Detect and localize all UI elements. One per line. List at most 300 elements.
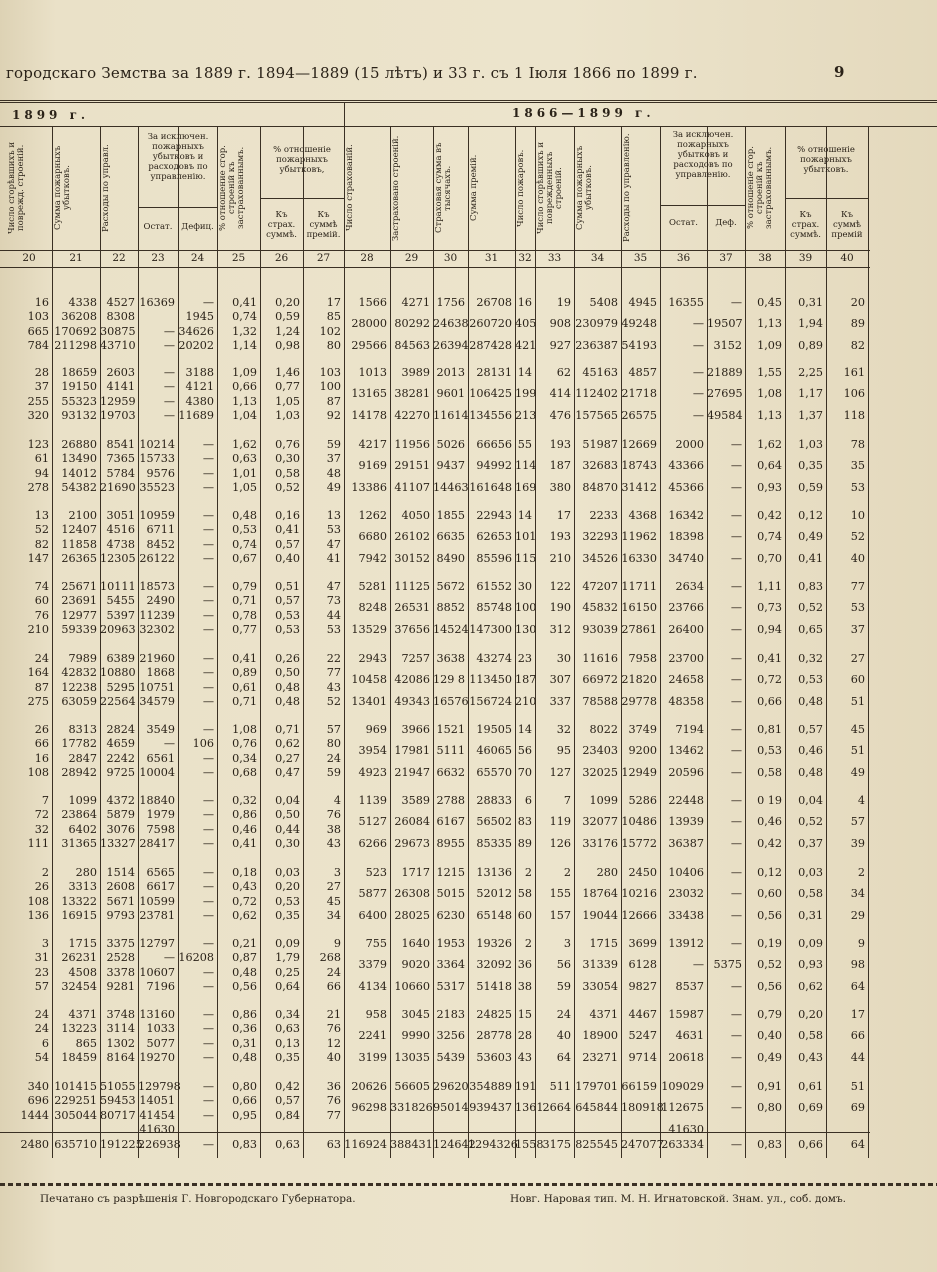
column-rule xyxy=(433,126,434,1158)
column-rule xyxy=(178,126,179,1158)
table-cell: 77 xyxy=(850,580,865,593)
table-cell: 45366 xyxy=(668,480,704,494)
table-cell: 82 xyxy=(850,338,865,352)
table-cell: 0,57 xyxy=(798,723,823,736)
table-cell: 4380 xyxy=(185,394,214,408)
table-cell: 115 xyxy=(515,551,537,565)
table-cell: 0,52 xyxy=(275,480,300,494)
table-cell: 24825 xyxy=(476,1008,512,1021)
total-cell: 226938 xyxy=(138,1138,181,1151)
table-cell: 65570 xyxy=(476,765,512,779)
table-cell: — xyxy=(202,765,214,779)
table-cell: 3199 xyxy=(358,1050,387,1064)
table-cell: — xyxy=(163,408,175,422)
table-cell: 62 xyxy=(556,366,571,379)
table-cell: 83 xyxy=(517,815,532,829)
table-cell: 23691 xyxy=(61,594,97,608)
table-cell: 4467 xyxy=(628,1008,657,1021)
table-cell: 1013 xyxy=(358,366,387,379)
table-cell: 0,72 xyxy=(232,894,257,908)
table-cell: 0,48 xyxy=(232,509,257,522)
table-cell: 4372 xyxy=(106,794,135,807)
total-cell: 0,66 xyxy=(798,1138,823,1151)
table-cell: 16 xyxy=(34,296,49,309)
table-cell: 32293 xyxy=(582,530,618,544)
table-cell: 4738 xyxy=(106,537,135,551)
table-cell: 5439 xyxy=(436,1050,465,1064)
table-cell: 9601 xyxy=(436,387,465,401)
table-cell: 11956 xyxy=(394,438,430,451)
table-cell: — xyxy=(730,1080,742,1093)
column-number: 40 xyxy=(840,252,854,264)
table-cell: 119 xyxy=(549,815,571,829)
table-cell: 28833 xyxy=(476,794,512,807)
total-cell: 124642 xyxy=(433,1138,476,1151)
table-cell: 28 xyxy=(517,1029,532,1043)
table-cell: 76 xyxy=(326,808,341,822)
table-cell: 29778 xyxy=(621,694,657,708)
table-cell: 16 xyxy=(34,751,49,765)
table-cell: 5247 xyxy=(628,1029,657,1043)
table-cell: 0,59 xyxy=(275,310,300,324)
table-cell: 3051 xyxy=(106,509,135,522)
table-cell: 210 xyxy=(27,622,49,636)
table-cell: — xyxy=(202,1094,214,1108)
table-cell: 52 xyxy=(34,523,49,537)
table-cell: 5879 xyxy=(106,808,135,822)
column-number: 38 xyxy=(758,252,772,264)
table-cell: 0,70 xyxy=(757,551,782,565)
table-cell: — xyxy=(202,666,214,680)
table-cell: 7942 xyxy=(358,551,387,565)
table-cell: 2824 xyxy=(106,723,135,736)
table-cell: 696 xyxy=(27,1094,49,1108)
table-cell: 307 xyxy=(549,673,571,687)
table-cell: 0,26 xyxy=(275,652,300,665)
table-cell: 51 xyxy=(850,694,865,708)
table-cell: 26 xyxy=(34,880,49,894)
table-cell: 0,32 xyxy=(798,652,823,665)
sub-rule-right xyxy=(660,205,745,206)
table-cell: 4508 xyxy=(68,965,97,979)
table-cell: 13223 xyxy=(61,1022,97,1036)
table-cell: 37656 xyxy=(394,622,430,636)
table-cell: 5281 xyxy=(358,580,387,593)
table-cell: 5784 xyxy=(106,466,135,480)
table-cell: — xyxy=(730,765,742,779)
table-cell: 7989 xyxy=(68,652,97,665)
table-cell: 8541 xyxy=(106,438,135,451)
table-cell: — xyxy=(202,438,214,451)
table-cell: 8308 xyxy=(106,310,135,324)
table-cell: 51 xyxy=(850,744,865,758)
table-cell: 24 xyxy=(326,965,341,979)
table-cell: 44 xyxy=(326,608,341,622)
table-cell: 60 xyxy=(34,594,49,608)
table-cell: 27 xyxy=(850,652,865,665)
table-cell: 59453 xyxy=(100,1094,136,1108)
table-cell: 37 xyxy=(850,622,865,636)
column-rule xyxy=(100,126,101,1158)
table-cell: 5408 xyxy=(589,296,618,309)
table-cell: — xyxy=(163,951,175,965)
table-cell: 21690 xyxy=(100,480,136,494)
table-cell: 3989 xyxy=(401,366,430,379)
table-cell: 52 xyxy=(326,694,341,708)
table-cell: 0,41 xyxy=(232,836,257,850)
table-cell: 0,48 xyxy=(798,694,823,708)
table-cell: 3748 xyxy=(106,1008,135,1021)
table-cell: 1945 xyxy=(185,310,214,324)
table-cell: 0,49 xyxy=(798,530,823,544)
table-cell: 0,65 xyxy=(798,622,823,636)
table-cell: 1756 xyxy=(436,296,465,309)
table-cell: 24658 xyxy=(668,673,704,687)
table-cell: 49 xyxy=(850,765,865,779)
table-cell: 101 xyxy=(515,530,537,544)
table-cell: 3114 xyxy=(106,1022,135,1036)
table-cell: 34626 xyxy=(178,324,214,338)
column-header-34: Сумма пожарныхъ убытковъ. xyxy=(575,145,594,231)
table-cell: 10111 xyxy=(100,580,136,593)
table-cell: 0,35 xyxy=(275,908,300,922)
column-number: 20 xyxy=(22,252,36,264)
table-cell: — xyxy=(202,480,214,494)
table-cell: 0,48 xyxy=(275,680,300,694)
table-cell: — xyxy=(692,387,704,401)
table-cell: 78588 xyxy=(582,694,618,708)
table-cell: 1868 xyxy=(146,666,175,680)
table-cell: 59339 xyxy=(61,622,97,636)
table-cell: 70 xyxy=(517,765,532,779)
table-cell: 43 xyxy=(517,1050,532,1064)
table-cell: 3749 xyxy=(628,723,657,736)
column-header-24: Дефиц. xyxy=(181,222,214,232)
table-cell: 14463 xyxy=(433,480,469,494)
table-cell: 108 xyxy=(27,765,49,779)
table-cell: — xyxy=(202,866,214,879)
table-cell: 16330 xyxy=(621,551,657,565)
table-cell: 229251 xyxy=(54,1094,97,1108)
table-cell: 2 xyxy=(857,866,865,879)
table-cell: 0,95 xyxy=(232,1108,257,1122)
table-cell: 32025 xyxy=(582,765,618,779)
table-cell: 12959 xyxy=(100,394,136,408)
table-cell: 0,30 xyxy=(275,452,300,466)
table-cell: 6 xyxy=(524,794,532,807)
table-cell: 1,13 xyxy=(757,408,782,422)
table-cell: 0,40 xyxy=(275,551,300,565)
table-cell: 65148 xyxy=(476,908,512,922)
table-cell: 4371 xyxy=(589,1008,618,1021)
column-rule xyxy=(390,126,391,1158)
table-cell: 26231 xyxy=(61,951,97,965)
table-cell: 10607 xyxy=(139,965,175,979)
table-cell: 0,34 xyxy=(232,751,257,765)
table-cell: 12305 xyxy=(100,551,136,565)
table-cell: 28417 xyxy=(139,836,175,850)
table-cell: 0,69 xyxy=(798,1101,823,1115)
table-cell: 60 xyxy=(517,908,532,922)
table-cell: 2 xyxy=(563,866,571,879)
table-cell: 0,62 xyxy=(232,908,257,922)
table-cell: 0,52 xyxy=(757,958,782,972)
table-cell: 230979 xyxy=(575,317,618,331)
total-cell: 2480 xyxy=(20,1138,49,1151)
table-cell: 0,72 xyxy=(757,673,782,687)
table-cell: 3378 xyxy=(106,965,135,979)
table-cell: 5286 xyxy=(628,794,657,807)
table-cell: 6266 xyxy=(358,836,387,850)
table-cell: 187 xyxy=(549,459,571,473)
table-cell: 32 xyxy=(556,723,571,736)
table-cell: 89 xyxy=(517,836,532,850)
column-header-20: Число сгорѣвшихъ и поврежд. строеній. xyxy=(7,141,26,235)
table-cell: 1,62 xyxy=(232,438,257,451)
column-rule xyxy=(138,126,139,1158)
table-cell: 28025 xyxy=(394,908,430,922)
table-cell: 13939 xyxy=(668,815,704,829)
table-cell: 77 xyxy=(326,1108,341,1122)
column-number: 25 xyxy=(231,252,246,264)
table-cell: 4659 xyxy=(106,737,135,751)
table-cell: 10216 xyxy=(621,887,657,901)
table-cell: 0,40 xyxy=(757,1029,782,1043)
table-cell: 35 xyxy=(850,459,865,473)
table-cell: 3188 xyxy=(185,366,214,379)
column-number: 21 xyxy=(69,252,83,264)
table-cell: 0,52 xyxy=(798,601,823,615)
table-cell: 13912 xyxy=(668,937,704,950)
table-cell: 33176 xyxy=(582,836,618,850)
table-cell: 0,53 xyxy=(798,673,823,687)
table-cell: 26 xyxy=(34,723,49,736)
table-cell: — xyxy=(730,1008,742,1021)
table-cell: 48 xyxy=(326,466,341,480)
table-cell: 31 xyxy=(34,951,49,965)
table-cell: 0,71 xyxy=(232,694,257,708)
column-number: 31 xyxy=(484,252,499,264)
table-cell: 2847 xyxy=(68,751,97,765)
table-cell: 69 xyxy=(850,1101,865,1115)
table-cell: 0,83 xyxy=(798,580,823,593)
total-cell: 825545 xyxy=(575,1138,618,1151)
column-rule xyxy=(660,126,661,1158)
table-cell: 280 xyxy=(596,866,618,879)
table-cell: 4 xyxy=(333,794,341,807)
table-cell: 6635 xyxy=(436,530,465,544)
table-cell: 29620 xyxy=(433,1080,469,1093)
table-cell: 0,04 xyxy=(275,794,300,807)
table-cell: 20 xyxy=(850,296,865,309)
table-cell: 210 xyxy=(549,551,571,565)
table-cell: 3 xyxy=(333,866,341,879)
table-cell: 5317 xyxy=(436,979,465,993)
table-cell: 13327 xyxy=(100,836,136,850)
table-cell: 0,44 xyxy=(275,822,300,836)
page-number: 9 xyxy=(834,63,845,81)
table-cell: — xyxy=(202,794,214,807)
total-cell: 64 xyxy=(850,1138,865,1151)
table-cell: 0,47 xyxy=(275,765,300,779)
table-cell: 199 xyxy=(515,387,537,401)
table-cell: 210 xyxy=(515,694,537,708)
total-top-rule xyxy=(0,1132,870,1133)
table-cell: 0,20 xyxy=(275,880,300,894)
table-cell: 92 xyxy=(326,408,341,422)
table-cell: 13 xyxy=(326,509,341,522)
table-cell: 12949 xyxy=(621,765,657,779)
column-rule xyxy=(574,126,575,1158)
table-cell: 11239 xyxy=(139,608,175,622)
table-cell: 0,52 xyxy=(798,815,823,829)
table-top-rule xyxy=(0,100,937,103)
table-cell: 2 xyxy=(524,937,532,950)
table-cell: 0,58 xyxy=(275,466,300,480)
table-cell: 0,12 xyxy=(757,866,782,879)
table-cell: 2528 xyxy=(106,951,135,965)
table-cell: 10660 xyxy=(394,979,430,993)
table-cell: 7194 xyxy=(675,723,704,736)
column-number: 32 xyxy=(518,252,532,264)
table-cell: 103 xyxy=(27,310,49,324)
table-cell: 32454 xyxy=(61,979,97,993)
table-cell: 0,53 xyxy=(275,622,300,636)
table-cell: 784 xyxy=(27,338,49,352)
table-cell: 2,25 xyxy=(798,366,823,379)
table-cell: 6 xyxy=(41,1036,49,1050)
table-cell: — xyxy=(730,459,742,473)
table-cell: 4141 xyxy=(106,380,135,394)
table-cell: 7257 xyxy=(401,652,430,665)
table-cell: 1953 xyxy=(436,937,465,950)
column-rule xyxy=(868,126,869,1158)
table-cell: 908 xyxy=(549,317,571,331)
table-cell: 40 xyxy=(326,1050,341,1064)
table-cell: 9793 xyxy=(106,908,135,922)
table-cell: 51418 xyxy=(476,979,512,993)
total-cell: — xyxy=(730,1138,742,1151)
table-cell: 6167 xyxy=(436,815,465,829)
column-number: 22 xyxy=(112,252,126,264)
table-cell: 66 xyxy=(34,737,49,751)
table-cell: 9 xyxy=(857,937,865,950)
table-cell: 123 xyxy=(27,438,49,451)
table-cell: 25671 xyxy=(61,580,97,593)
table-cell: — xyxy=(730,744,742,758)
table-cell: 0,46 xyxy=(757,815,782,829)
table-cell: 78 xyxy=(850,438,865,451)
table-cell: 11858 xyxy=(61,537,97,551)
table-cell: 85 xyxy=(326,310,341,324)
table-cell: 28 xyxy=(34,366,49,379)
table-cell: 9437 xyxy=(436,459,465,473)
table-cell: 4134 xyxy=(358,979,387,993)
table-cell: 6711 xyxy=(146,523,175,537)
table-cell: 10486 xyxy=(621,815,657,829)
table-cell: 0,32 xyxy=(232,794,257,807)
table-cell: 0,93 xyxy=(798,958,823,972)
table-cell: 13322 xyxy=(61,894,97,908)
table-cell: 3966 xyxy=(401,723,430,736)
table-cell: 9 xyxy=(333,937,341,950)
table-cell: — xyxy=(692,338,704,352)
table-cell: 95 xyxy=(556,744,571,758)
table-cell: — xyxy=(730,296,742,309)
table-cell: 1302 xyxy=(106,1036,135,1050)
table-cell: 28942 xyxy=(61,765,97,779)
table-cell: 34 xyxy=(850,887,865,901)
table-cell: 100 xyxy=(319,380,341,394)
table-cell: 0,53 xyxy=(757,744,782,758)
table-cell: 10214 xyxy=(139,438,175,451)
table-cell: — xyxy=(202,1050,214,1064)
table-cell: 3256 xyxy=(436,1029,465,1043)
table-cell: 17981 xyxy=(394,744,430,758)
table-cell: 0,53 xyxy=(232,523,257,537)
table-cell: 42086 xyxy=(394,673,430,687)
table-cell: 320 xyxy=(27,408,49,422)
table-cell: 0,03 xyxy=(275,866,300,879)
sub-rule-left xyxy=(138,207,217,208)
table-cell: 106425 xyxy=(469,387,512,401)
table-cell: 1715 xyxy=(68,937,97,950)
table-cell: 22564 xyxy=(100,694,136,708)
table-cell: 5295 xyxy=(106,680,135,694)
table-cell: 0,31 xyxy=(798,296,823,309)
table-cell: 10 xyxy=(850,509,865,522)
table-cell: 63059 xyxy=(61,694,97,708)
table-cell: 1,55 xyxy=(757,366,782,379)
table-cell: 193 xyxy=(549,530,571,544)
table-cell: 2233 xyxy=(589,509,618,522)
table-cell: — xyxy=(202,296,214,309)
table-cell: 35523 xyxy=(139,480,175,494)
table-cell: 41630 xyxy=(668,1122,704,1136)
table-cell: 0,77 xyxy=(232,622,257,636)
table-cell: 127 xyxy=(549,765,571,779)
table-cell: 161648 xyxy=(469,480,512,494)
table-cell: 0,43 xyxy=(798,1050,823,1064)
table-cell: 14 xyxy=(517,723,532,736)
table-cell: 1566 xyxy=(358,296,387,309)
table-cell: 6400 xyxy=(358,908,387,922)
table-cell: 20626 xyxy=(351,1080,387,1093)
table-cell: 76 xyxy=(326,1094,341,1108)
table-cell: 191 xyxy=(515,1080,537,1093)
column-number: 39 xyxy=(798,252,813,264)
table-cell: 84563 xyxy=(394,338,430,352)
table-cell: 43 xyxy=(326,836,341,850)
table-cell: 14524 xyxy=(433,622,469,636)
header-exclusions-right: За исключен. пожарныхъ убытковъ и расходовъ по управленію. xyxy=(672,130,734,180)
table-cell: 23781 xyxy=(139,908,175,922)
table-cell: 0,56 xyxy=(232,979,257,993)
table-cell: 51 xyxy=(850,1080,865,1093)
column-rule xyxy=(621,126,622,1158)
footer-censor-note: Печатано съ разрѣшенія Г. Новгородскаго Губернатора. xyxy=(40,1193,356,1205)
table-cell: 147 xyxy=(27,551,49,565)
table-cell: 0,35 xyxy=(798,459,823,473)
table-cell: 260720 xyxy=(469,317,512,331)
table-cell: 0,53 xyxy=(275,894,300,908)
table-cell: 53 xyxy=(326,523,341,537)
table-cell: — xyxy=(163,324,175,338)
table-cell: 0,48 xyxy=(275,694,300,708)
table-cell: — xyxy=(163,394,175,408)
table-cell: 20202 xyxy=(178,338,214,352)
table-cell: 1099 xyxy=(589,794,618,807)
